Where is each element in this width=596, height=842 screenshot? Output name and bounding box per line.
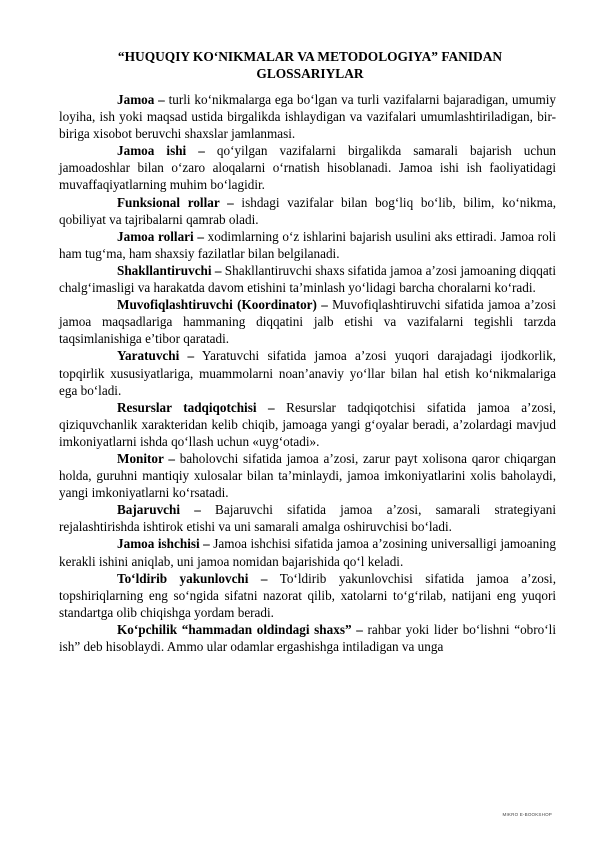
title-line-2: GLOSSARIYLAR	[256, 66, 364, 81]
entry-term: Ko‘pchilik “hammadan oldindagi shaxs” –	[117, 621, 363, 637]
entry-term: Yaratuvchi –	[117, 348, 195, 364]
entry-definition: ishdagi vazifalar bilan bog‘liq bo‘lib, bilim, ko‘nikma, qobiliyat va tajribalarni qamrab oladi.	[59, 194, 556, 227]
glossary-entry-resurslar-tadqiqotchisi	[59, 399, 556, 450]
entry-definition: turli ko‘nikmalarga ega bo‘lgan va turli vazifalarni bajaradigan, umumiy loyiha, ish yoki maqsad ustida birgalikda ishlaydigan va vazifalari umumlashtiriladigan, bir-biriga xisobot beruvchi shaxslar jamlanmasi.	[59, 92, 556, 142]
glossary-entry-monitor	[59, 450, 556, 501]
entry-definition: rahbar yoki lider bo‘lishni “obro‘li ish” deb hisoblaydi. Ammo ular odamlar ergashishga intiladigan va unga	[59, 621, 556, 654]
glossary-entry-funksional-rollar	[59, 194, 556, 228]
glossary-entry-jamoa-ishi	[59, 142, 556, 193]
glossary-entry-shakllantiruvchi	[59, 262, 556, 296]
entry-definition: Resurslar tadqiqotchisi sifatida jamoa a’zosi, qiziquvchanlik xarakteridan kelib chiqib, jamoaga yangi g‘oyalar beradi, a’zolardagi mavjud imkoniyatlarni ishda qo‘llash uchun «uyg‘otadi».	[59, 399, 556, 449]
document-title	[60, 48, 560, 82]
entry-term: To‘ldirib yakunlovchi –	[117, 570, 268, 586]
entry-definition: Muvofiqlashtiruvchi sifatida jamoa a’zosi jamoa maqsadlariga hammaning diqqatini jalb etishi va vazifalarni tegishli tarzda taqsimlanishiga e’tibor qaratadi.	[59, 297, 556, 347]
entry-definition: Shakllantiruvchi shaxs sifatida jamoa a’zosi jamoaning diqqati chalg‘imasligi va harakatda davom etishini ta’minlash yo‘lidagi barcha choralarni ko‘radi.	[59, 262, 557, 296]
glossary-entry-toldirib-yakunlovchi	[59, 570, 556, 621]
entry-definition: Jamoa ishchisi sifatida jamoa a’zosining universalligi jamoaning kerakli ishini aniqlab, uni jamoa nomidan bajarishida qo‘l keladi.	[59, 536, 556, 569]
footer-watermark: MIKRO E-BOOKSHOP	[502, 812, 552, 817]
entry-term: Resurslar tadqiqotchisi –	[117, 399, 275, 415]
entry-term: Jamoa ishi –	[117, 143, 205, 159]
glossary-body	[59, 91, 556, 655]
entry-definition: qo‘yilgan vazifalarni birgalikda samarali bajarish uchun jamoadoshlar bilan o‘zaro aloqalarni o‘rnatish hisoblanadi. Jamoa ishi ish faoliyatidagi muvaffaqiyatlarning muhim bo‘lagidir.	[59, 143, 557, 193]
glossary-entry-jamoa-ishchisi	[59, 535, 556, 569]
glossary-entry-jamoa	[59, 91, 556, 142]
title-line-1: “HUQUQIY KO‘NIKMALAR VA METODOLOGIYA” FANIDAN	[117, 49, 503, 64]
entry-term: Muvofiqlashtiruvchi (Koordinator) –	[117, 297, 328, 313]
entry-definition: baholovchi sifatida jamoa a’zosi, zarur payt xolisona qaror chiqargan holda, guruhni mantiqiy xulosalar bilan ta’minlaydi, jamoa imkoniyatlarini xolis baholaydi, yangi imkoniyatlarni ko‘rsatadi.	[59, 450, 556, 501]
entry-term: Funksional rollar –	[117, 194, 234, 210]
entry-term: Jamoa rollari –	[117, 228, 204, 244]
glossary-entry-bajaruvchi	[59, 501, 556, 535]
entry-term: Monitor –	[117, 450, 175, 466]
entry-definition: Bajaruvchi sifatida jamoa a’zosi, samarali strategiyani rejalashtirishda ishtirok etishi va uni samarali amalga oshiruvchisi bo‘ladi.	[59, 502, 556, 535]
entry-term: Bajaruvchi –	[117, 502, 201, 518]
glossary-entry-yaratuvchi	[59, 347, 556, 398]
entry-term: Jamoa –	[117, 92, 165, 107]
glossary-entry-muvofiqlashtiruvchi	[59, 296, 556, 347]
glossary-entry-kopchilik	[59, 621, 556, 655]
entry-term: Shakllantiruvchi –	[117, 262, 222, 278]
entry-definition: To‘ldirib yakunlovchisi sifatida jamoa a’zosi, topshiriqlarning eng so‘ngida sifatni nazorat qilib, xatolarni to‘g‘rilab, natijani eng yuqori standartga olib chiqishga yordam beradi.	[59, 570, 556, 620]
entry-definition: xodimlarning o‘z ishlarini bajarish usulini aks ettiradi. Jamoa roli ham tug‘ma, ham shaxsiy fazilatlar bilan belgilanadi.	[59, 228, 556, 261]
entry-term: Jamoa ishchisi –	[117, 536, 210, 552]
entry-definition: Yaratuvchi sifatida jamoa a’zosi yuqori darajadagi ijodkorlik, topqirlik xususiyatlariga, muammolarni noan’anaviy yo‘llar bilan hal etish ko‘nikmalariga ega bo‘ladi.	[59, 348, 556, 398]
glossary-entry-jamoa-rollari	[59, 228, 556, 262]
